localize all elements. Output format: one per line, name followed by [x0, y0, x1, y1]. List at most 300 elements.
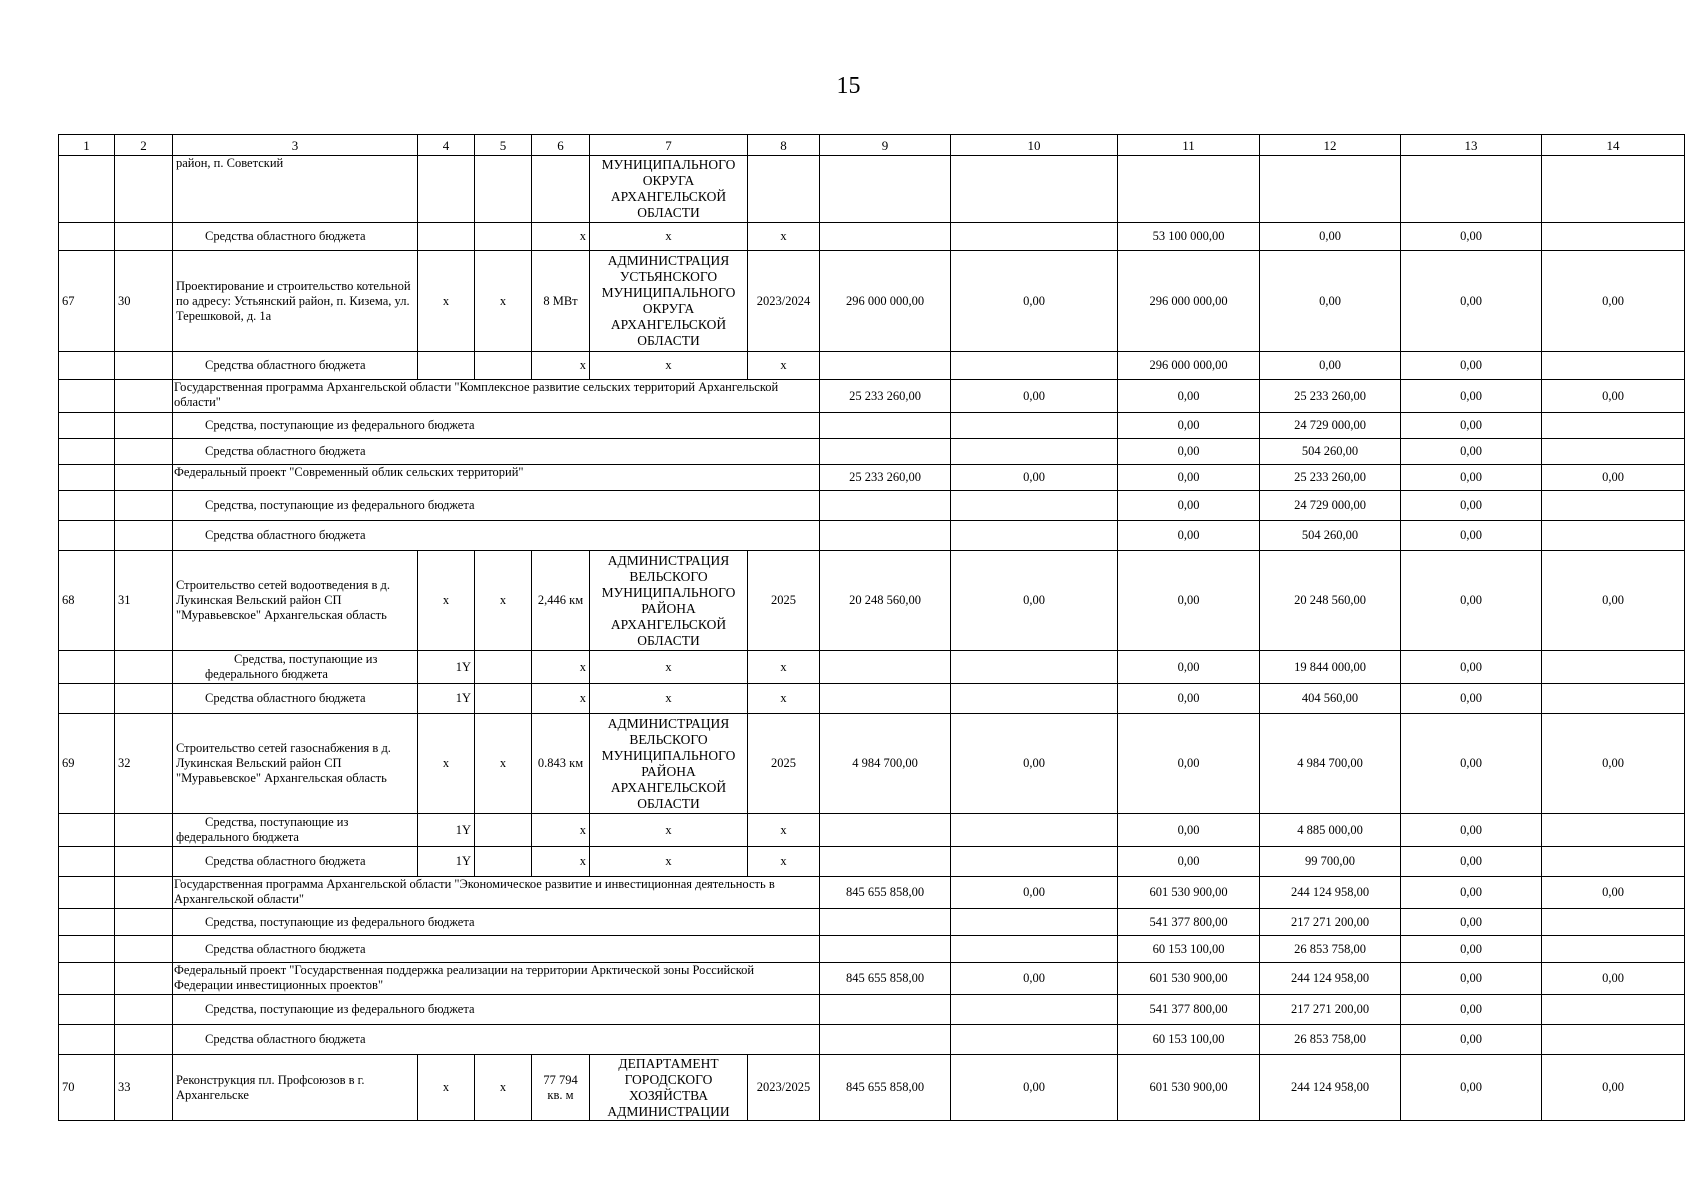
cell: 1Y — [418, 651, 475, 684]
header-cell: 11 — [1118, 135, 1260, 156]
capacity: 2,446 км — [532, 551, 590, 651]
cell — [1542, 651, 1685, 684]
amount-cell: 601 530 900,00 — [1118, 877, 1260, 909]
amount-cell: 217 271 200,00 — [1260, 909, 1401, 936]
cell — [59, 156, 115, 223]
cell — [1542, 847, 1685, 877]
amount-cell: 0,00 — [1260, 251, 1401, 352]
amount-cell: 0,00 — [1542, 1055, 1685, 1121]
row-number: 69 — [59, 714, 115, 814]
amount-cell: 0,00 — [1118, 413, 1260, 439]
amount-cell: 244 124 958,00 — [1260, 877, 1401, 909]
cell — [820, 352, 951, 380]
header-cell: 1 — [59, 135, 115, 156]
capacity: 0.843 км — [532, 714, 590, 814]
table-row — [59, 551, 1685, 651]
amount-cell: 845 655 858,00 — [820, 963, 951, 995]
cell — [1260, 156, 1401, 223]
cell: x — [590, 223, 748, 251]
funding-source: Средства областного бюджета — [173, 936, 820, 963]
cell — [115, 521, 173, 551]
cell — [1401, 156, 1542, 223]
cell — [418, 223, 475, 251]
cell — [1118, 156, 1260, 223]
table-row — [59, 651, 1685, 684]
cell: x — [532, 684, 590, 714]
cell — [115, 1025, 173, 1055]
amount-cell: 0,00 — [1401, 352, 1542, 380]
cell — [59, 439, 115, 465]
amount-cell: 541 377 800,00 — [1118, 909, 1260, 936]
cell: x — [418, 551, 475, 651]
funding-source: Средства областного бюджета — [173, 1025, 820, 1055]
capacity: 77 794 кв. м — [532, 1055, 590, 1121]
header-cell: 10 — [951, 135, 1118, 156]
amount-cell: 0,00 — [1542, 465, 1685, 491]
amount-cell: 601 530 900,00 — [1118, 963, 1260, 995]
table-row — [59, 491, 1685, 521]
cell: x — [590, 814, 748, 847]
cell: x — [475, 551, 532, 651]
cell — [820, 439, 951, 465]
cell: x — [475, 714, 532, 814]
cell: x — [748, 684, 820, 714]
amount-cell: 24 729 000,00 — [1260, 491, 1401, 521]
cell — [820, 413, 951, 439]
cell — [59, 521, 115, 551]
funding-source: Средства, поступающие из федерального бюджета — [173, 491, 820, 521]
cell — [951, 847, 1118, 877]
table-row — [59, 223, 1685, 251]
amount-cell: 19 844 000,00 — [1260, 651, 1401, 684]
cell — [475, 223, 532, 251]
cell — [1542, 491, 1685, 521]
row-number: 30 — [115, 251, 173, 352]
cell — [59, 847, 115, 877]
cell — [115, 963, 173, 995]
cell — [820, 1025, 951, 1055]
cell — [1542, 995, 1685, 1025]
cell — [951, 936, 1118, 963]
amount-cell: 0,00 — [1118, 714, 1260, 814]
cell — [418, 352, 475, 380]
cell: 1Y — [418, 814, 475, 847]
header-cell: 13 — [1401, 135, 1542, 156]
header-cell: 6 — [532, 135, 590, 156]
cell: 1Y — [418, 847, 475, 877]
cell — [115, 352, 173, 380]
amount-cell: 0,00 — [1542, 963, 1685, 995]
header-cell: 3 — [173, 135, 418, 156]
amount-cell: 0,00 — [1260, 223, 1401, 251]
amount-cell: 541 377 800,00 — [1118, 995, 1260, 1025]
amount-cell: 0,00 — [1401, 877, 1542, 909]
amount-cell: 0,00 — [1118, 465, 1260, 491]
organization: ДЕПАРТАМЕНТ ГОРОДСКОГО ХОЗЯЙСТВА АДМИНИСТРАЦИИ — [590, 1055, 748, 1121]
funding-source: Средства, поступающие из федерального бюджета — [173, 651, 418, 684]
cell: x — [748, 651, 820, 684]
amount-cell: 0,00 — [1401, 465, 1542, 491]
project-title: Федеральный проект "Государственная поддержка реализации на территории Арктической зоны Российской Федерации инвестиционных проектов" — [173, 963, 820, 995]
amount-cell: 0,00 — [1401, 551, 1542, 651]
cell: x — [475, 1055, 532, 1121]
amount-cell: 0,00 — [1542, 380, 1685, 413]
amount-cell: 0,00 — [1401, 521, 1542, 551]
cell — [951, 413, 1118, 439]
header-cell: 14 — [1542, 135, 1685, 156]
cell — [115, 491, 173, 521]
table-row — [59, 909, 1685, 936]
amount-cell: 296 000 000,00 — [1118, 251, 1260, 352]
amount-cell: 0,00 — [1401, 1025, 1542, 1055]
cell — [1542, 156, 1685, 223]
object-name: Строительство сетей водоотведения в д. Лукинская Вельский район СП "Муравьевское" Архангельская область — [173, 551, 418, 651]
amount-cell: 4 984 700,00 — [820, 714, 951, 814]
table-row — [59, 1025, 1685, 1055]
amount-cell: 26 853 758,00 — [1260, 936, 1401, 963]
table-row — [59, 439, 1685, 465]
organization: АДМИНИСТРАЦИЯ ВЕЛЬСКОГО МУНИЦИПАЛЬНОГО РАЙОНА АРХАНГЕЛЬСКОЙ ОБЛАСТИ — [590, 714, 748, 814]
amount-cell: 0,00 — [1401, 1055, 1542, 1121]
cell — [115, 995, 173, 1025]
amount-cell: 25 233 260,00 — [1260, 380, 1401, 413]
amount-cell: 244 124 958,00 — [1260, 963, 1401, 995]
table-row — [59, 465, 1685, 491]
project-title: Федеральный проект "Современный облик сельских территорий" — [173, 465, 820, 491]
cell — [59, 380, 115, 413]
amount-cell: 0,00 — [1260, 352, 1401, 380]
funding-source: Средства областного бюджета — [173, 223, 418, 251]
cell — [1542, 521, 1685, 551]
cell — [951, 521, 1118, 551]
amount-cell: 0,00 — [1401, 963, 1542, 995]
amount-cell: 296 000 000,00 — [820, 251, 951, 352]
budget-table — [58, 134, 1685, 1121]
cell — [475, 814, 532, 847]
cell — [951, 439, 1118, 465]
row-number: 33 — [115, 1055, 173, 1121]
cell: x — [418, 251, 475, 352]
header-cell: 5 — [475, 135, 532, 156]
amount-cell: 244 124 958,00 — [1260, 1055, 1401, 1121]
organization: МУНИЦИПАЛЬНОГО ОКРУГА АРХАНГЕЛЬСКОЙ ОБЛАСТИ — [590, 156, 748, 223]
cell — [475, 651, 532, 684]
cell — [115, 413, 173, 439]
funding-source: Средства, поступающие из федерального бюджета — [173, 909, 820, 936]
cell — [59, 909, 115, 936]
amount-cell: 504 260,00 — [1260, 521, 1401, 551]
cell — [820, 156, 951, 223]
cell — [115, 684, 173, 714]
object-name: Реконструкция пл. Профсоюзов в г. Архангельске — [173, 1055, 418, 1121]
amount-cell: 0,00 — [1118, 814, 1260, 847]
row-number: 32 — [115, 714, 173, 814]
amount-cell: 25 233 260,00 — [820, 380, 951, 413]
funding-source: Средства областного бюджета — [173, 439, 820, 465]
cell: x — [590, 651, 748, 684]
cell — [748, 156, 820, 223]
table-row — [59, 995, 1685, 1025]
period: 2025 — [748, 551, 820, 651]
cell — [475, 684, 532, 714]
amount-cell: 0,00 — [951, 551, 1118, 651]
amount-cell: 0,00 — [951, 251, 1118, 352]
amount-cell: 0,00 — [1401, 684, 1542, 714]
amount-cell: 0,00 — [951, 877, 1118, 909]
amount-cell: 0,00 — [1542, 551, 1685, 651]
table-row — [59, 1055, 1685, 1121]
cell — [115, 380, 173, 413]
amount-cell: 0,00 — [1118, 491, 1260, 521]
cell: x — [590, 684, 748, 714]
funding-source: Средства, поступающие из федерального бюджета — [173, 814, 418, 847]
amount-cell: 0,00 — [1118, 521, 1260, 551]
row-number: 70 — [59, 1055, 115, 1121]
table-row — [59, 877, 1685, 909]
amount-cell: 0,00 — [1542, 251, 1685, 352]
amount-cell: 0,00 — [1401, 909, 1542, 936]
amount-cell: 0,00 — [1542, 877, 1685, 909]
cell — [1542, 936, 1685, 963]
cell — [115, 465, 173, 491]
amount-cell: 0,00 — [1401, 380, 1542, 413]
cell — [59, 465, 115, 491]
cell — [475, 847, 532, 877]
amount-cell: 845 655 858,00 — [820, 1055, 951, 1121]
cell: x — [590, 352, 748, 380]
capacity: 8 МВт — [532, 251, 590, 352]
cell — [820, 684, 951, 714]
cell — [951, 909, 1118, 936]
period: 2025 — [748, 714, 820, 814]
cell: x — [532, 814, 590, 847]
cell — [820, 521, 951, 551]
cell — [532, 156, 590, 223]
program-title: Государственная программа Архангельской области "Комплексное развитие сельских территорий Архангельской области" — [173, 380, 820, 413]
table-row — [59, 714, 1685, 814]
table-row — [59, 380, 1685, 413]
amount-cell: 25 233 260,00 — [820, 465, 951, 491]
cell — [475, 352, 532, 380]
cell — [59, 491, 115, 521]
cell — [1542, 352, 1685, 380]
cell — [59, 877, 115, 909]
table-row — [59, 521, 1685, 551]
cell — [59, 413, 115, 439]
amount-cell: 53 100 000,00 — [1118, 223, 1260, 251]
amount-cell: 0,00 — [1118, 684, 1260, 714]
cell — [820, 995, 951, 1025]
header-cell: 4 — [418, 135, 475, 156]
cell — [820, 491, 951, 521]
table-row — [59, 936, 1685, 963]
table-row — [59, 352, 1685, 380]
amount-cell: 0,00 — [1401, 251, 1542, 352]
cell — [820, 223, 951, 251]
cell — [1542, 413, 1685, 439]
cell: x — [748, 223, 820, 251]
cell — [59, 936, 115, 963]
header-row — [59, 135, 1685, 156]
cell — [951, 684, 1118, 714]
page-number: 15 — [836, 73, 861, 99]
object-name: Строительство сетей газоснабжения в д. Лукинская Вельский район СП "Муравьевское" Архангельская область — [173, 714, 418, 814]
cell — [951, 651, 1118, 684]
funding-source: Средства областного бюджета — [173, 352, 418, 380]
amount-cell: 20 248 560,00 — [1260, 551, 1401, 651]
cell: x — [532, 352, 590, 380]
amount-cell: 0,00 — [1401, 439, 1542, 465]
cell — [820, 909, 951, 936]
amount-cell: 0,00 — [1118, 847, 1260, 877]
header-cell: 8 — [748, 135, 820, 156]
object-name: Проектирование и строительство котельной по адресу: Устьянский район, п. Кизема, ул. Терешковой, д. 1а — [173, 251, 418, 352]
cell — [59, 1025, 115, 1055]
program-title: Государственная программа Архангельской области "Экономическое развитие и инвестиционная деятельность в Архангельской области" — [173, 877, 820, 909]
header-cell: 12 — [1260, 135, 1401, 156]
organization: АДМИНИСТРАЦИЯ УСТЬЯНСКОГО МУНИЦИПАЛЬНОГО ОКРУГА АРХАНГЕЛЬСКОЙ ОБЛАСТИ — [590, 251, 748, 352]
cell — [951, 491, 1118, 521]
cell — [115, 156, 173, 223]
amount-cell: 296 000 000,00 — [1118, 352, 1260, 380]
amount-cell: 24 729 000,00 — [1260, 413, 1401, 439]
table-row — [59, 684, 1685, 714]
cell — [1542, 909, 1685, 936]
cell: x — [590, 847, 748, 877]
amount-cell: 504 260,00 — [1260, 439, 1401, 465]
cell: x — [475, 251, 532, 352]
cell — [59, 651, 115, 684]
cell — [1542, 814, 1685, 847]
cell — [475, 156, 532, 223]
cell — [115, 909, 173, 936]
cell: x — [532, 651, 590, 684]
amount-cell: 404 560,00 — [1260, 684, 1401, 714]
amount-cell: 25 233 260,00 — [1260, 465, 1401, 491]
cell — [951, 1025, 1118, 1055]
cell — [820, 651, 951, 684]
amount-cell: 99 700,00 — [1260, 847, 1401, 877]
period: 2023/2024 — [748, 251, 820, 352]
amount-cell: 0,00 — [1401, 714, 1542, 814]
cell — [951, 223, 1118, 251]
header-cell: 2 — [115, 135, 173, 156]
cell — [115, 439, 173, 465]
amount-cell: 0,00 — [951, 1055, 1118, 1121]
cell — [951, 814, 1118, 847]
table-row — [59, 156, 1685, 223]
funding-source: Средства областного бюджета — [173, 521, 820, 551]
row-number: 31 — [115, 551, 173, 651]
cell — [115, 877, 173, 909]
cell — [951, 352, 1118, 380]
amount-cell: 0,00 — [1401, 223, 1542, 251]
table-row — [59, 413, 1685, 439]
cell — [59, 814, 115, 847]
cell: x — [748, 847, 820, 877]
cell — [418, 156, 475, 223]
amount-cell: 60 153 100,00 — [1118, 936, 1260, 963]
header-cell: 7 — [590, 135, 748, 156]
cell — [820, 936, 951, 963]
cell — [59, 684, 115, 714]
amount-cell: 0,00 — [1401, 814, 1542, 847]
row-number: 68 — [59, 551, 115, 651]
amount-cell: 0,00 — [1401, 651, 1542, 684]
cell — [59, 995, 115, 1025]
amount-cell: 601 530 900,00 — [1118, 1055, 1260, 1121]
amount-cell: 0,00 — [951, 465, 1118, 491]
funding-source: Средства, поступающие из федерального бюджета — [173, 413, 820, 439]
amount-cell: 0,00 — [1118, 651, 1260, 684]
amount-cell: 0,00 — [1542, 714, 1685, 814]
cell — [951, 995, 1118, 1025]
cell — [1542, 1025, 1685, 1055]
cell — [115, 936, 173, 963]
amount-cell: 4 885 000,00 — [1260, 814, 1401, 847]
funding-source: Средства областного бюджета — [173, 684, 418, 714]
amount-cell: 0,00 — [1118, 439, 1260, 465]
amount-cell: 0,00 — [1401, 847, 1542, 877]
amount-cell: 0,00 — [1118, 380, 1260, 413]
table-row — [59, 963, 1685, 995]
table-row — [59, 251, 1685, 352]
amount-cell: 0,00 — [1401, 995, 1542, 1025]
organization: АДМИНИСТРАЦИЯ ВЕЛЬСКОГО МУНИЦИПАЛЬНОГО РАЙОНА АРХАНГЕЛЬСКОЙ ОБЛАСТИ — [590, 551, 748, 651]
cell — [59, 963, 115, 995]
funding-source: Средства областного бюджета — [173, 847, 418, 877]
cell — [115, 223, 173, 251]
cell — [1542, 439, 1685, 465]
amount-cell: 0,00 — [951, 963, 1118, 995]
table-row — [59, 814, 1685, 847]
amount-cell: 0,00 — [1401, 936, 1542, 963]
cell — [59, 352, 115, 380]
amount-cell: 0,00 — [1118, 551, 1260, 651]
amount-cell: 4 984 700,00 — [1260, 714, 1401, 814]
cell — [115, 651, 173, 684]
amount-cell: 0,00 — [951, 380, 1118, 413]
cell — [1542, 223, 1685, 251]
amount-cell: 0,00 — [951, 714, 1118, 814]
cell: x — [532, 847, 590, 877]
cell: 1Y — [418, 684, 475, 714]
amount-cell: 60 153 100,00 — [1118, 1025, 1260, 1055]
cell — [115, 847, 173, 877]
amount-cell: 0,00 — [1401, 491, 1542, 521]
amount-cell: 26 853 758,00 — [1260, 1025, 1401, 1055]
amount-cell: 0,00 — [1401, 413, 1542, 439]
cell — [820, 814, 951, 847]
row-number: 67 — [59, 251, 115, 352]
object-name: район, п. Советский — [173, 156, 418, 223]
table-row — [59, 847, 1685, 877]
cell: x — [748, 814, 820, 847]
cell — [1542, 684, 1685, 714]
cell — [951, 156, 1118, 223]
cell: x — [418, 714, 475, 814]
amount-cell: 845 655 858,00 — [820, 877, 951, 909]
cell: x — [532, 223, 590, 251]
funding-source: Средства, поступающие из федерального бюджета — [173, 995, 820, 1025]
period: 2023/2025 — [748, 1055, 820, 1121]
cell: x — [748, 352, 820, 380]
header-cell: 9 — [820, 135, 951, 156]
cell — [115, 814, 173, 847]
cell — [820, 847, 951, 877]
amount-cell: 20 248 560,00 — [820, 551, 951, 651]
cell — [59, 223, 115, 251]
